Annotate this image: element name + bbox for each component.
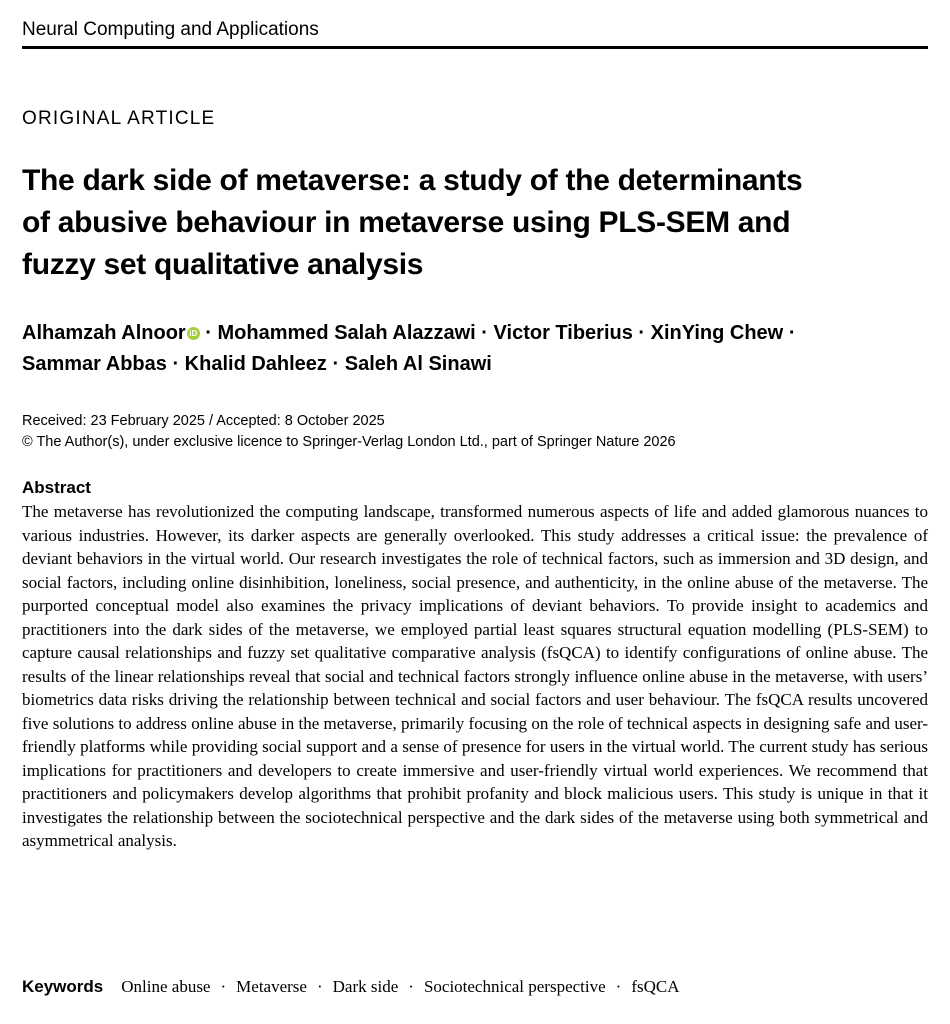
author-line [22,349,928,380]
journal-name[interactable]: Neural Computing and Applications [22,19,319,40]
keyword: Online abuse [121,977,211,996]
abstract-text: The metaverse has revolutionized the computing landscape, transformed numerous aspects of life and added glamorous nuances to various industries. However, its darker aspects are generally overlooked. This study addresses a critical issue: the prevalence of deviant behaviors in the virtual world. Our research investigates the role of technical factors, such as immersion and 3D design, and social factors, including online disinhibition, loneliness, social presence, and authenticity, in the online abuse of the metaverse. The purported conceptual model also examines the privacy implications of deviant behaviors. To provide insight to academics and practitioners into the dark sides of the metaverse, we employed partial least squares structural equation modelling (PLS-SEM) to capture causal relationships and fuzzy set qualitative comparative analysis (fsQCA) to identify configurations of online abuse. The results of the linear relationships reveal that social and technical factors strongly influence online abuse in the metaverse, with users’ biometrics data risks driving the relationship between technical and social factors and user behaviour. The fsQCA results uncovered five solutions to address online abuse in the metaverse, primarily focusing on the role of technical aspects in designing safe and user-friendly platforms while providing social support and a sense of presence for users in the virtual world. The current study has serious implications for practitioners and developers to create immersive and user-friendly virtual world experiences. We recommend that practitioners and policymakers develop algorithms that prohibit profanity and block malicious users. This study is unique in that it investigates the relationship between the sociotechnical perspective and the dark sides of the metaverse using both symmetrical and asymmetrical analysis. [22,502,928,850]
copyright-notice: © The Author(s), under exclusive licence to Springer-Verlag London Ltd., part of Springer Nature 2026 [22,434,676,450]
received-accepted-dates: Received: 23 February 2025 / Accepted: 8 October 2025 [22,413,385,429]
keyword-separator: · [408,977,414,996]
publication-dates [22,411,676,453]
keyword-separator: · [220,977,227,996]
article-title-line: The dark side of metaverse: a study of the determinants [22,164,803,197]
author-name[interactable]: Victor Tiberius [493,322,633,344]
author-line [22,318,928,349]
author-separator: · [638,322,646,344]
author-name[interactable]: Saleh Al Sinawi [344,353,492,375]
author-separator: · [205,322,212,344]
author-separator: · [332,353,340,375]
journal-header [22,18,928,49]
author-separator: · [481,322,488,344]
keyword-separator: · [615,977,622,996]
article-title-line: fuzzy set qualitative analysis [22,248,424,281]
author-name[interactable]: Khalid Dahleez [184,353,327,375]
author-name[interactable]: Sammar Abbas [22,353,167,375]
author-separator: · [788,322,796,344]
keywords-section [22,975,680,1000]
keyword: fsQCA [631,977,680,996]
article-type: ORIGINAL ARTICLE [22,108,216,129]
abstract-heading: Abstract [22,478,91,497]
keyword: Metaverse [236,977,307,996]
article-title-line: of abusive behaviour in metaverse using PLS-SEM and [22,206,791,239]
orcid-icon[interactable]: iD [187,327,200,340]
author-name[interactable]: Mohammed Salah Alazzawi [217,322,476,344]
keyword: Sociotechnical perspective [423,977,606,996]
author-name[interactable]: Alhamzah Alnoor [22,322,186,344]
keyword: Dark side [332,977,399,996]
keywords-label: Keywords [22,977,104,996]
keyword-separator: · [316,977,323,996]
author-name[interactable]: XinYing Chew [650,322,784,344]
author-list [22,318,928,380]
author-separator: · [172,353,180,375]
article-title [22,160,902,286]
